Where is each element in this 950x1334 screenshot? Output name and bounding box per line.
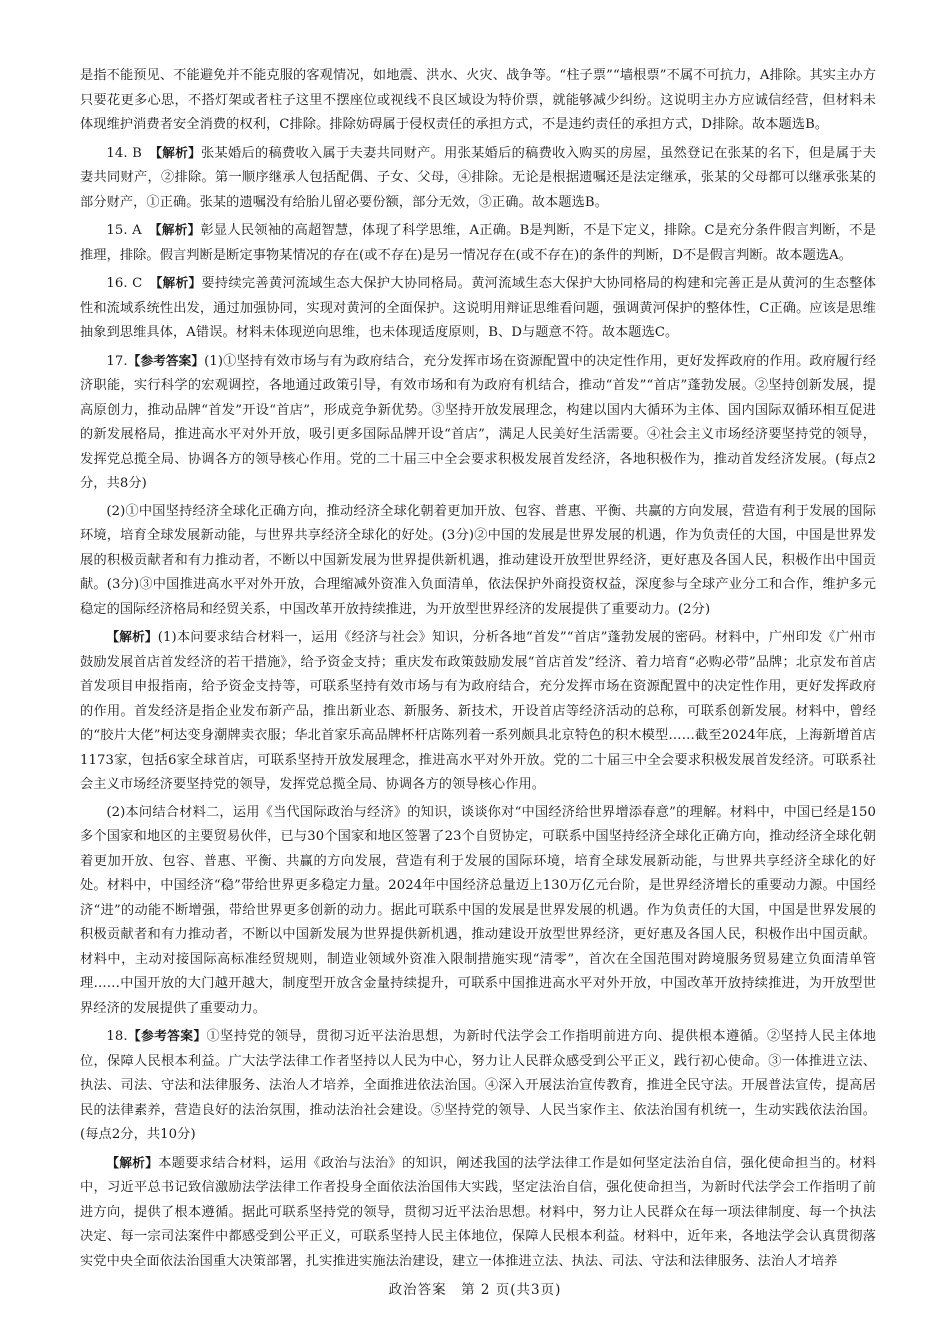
question-17-reference-answer-part1: [80, 349, 876, 497]
paragraph-text: (2)①中国坚持经济全球化正确方向，推动经济全球化朝着更加开放、包容、普惠、平衡、共赢的方向发展，营造有利于发展的国际环境，培育全球发展新动能，与世界共享经济全球化的好处。(3分)②中国的发展是世界发展的机遇，作为负责任的大国，中国是世界发展的积极贡献者和有力推动者，不断以中国新发展为世界提供新机遇，推动建设开放型世界经济，更好惠及各国人民，积极作出中国贡献。(3分)③中国推进高水平对外开放，合理缩减外资准入负面清单，依法保护外商投资权益，深度参与全球产业分工和合作，维护多元稳定的国际经济格局和经贸关系，中国改革开放持续推进，为开放型世界经济的发展提供了重要动力。(2分): [80, 503, 876, 617]
analysis-tag: 【解析】: [155, 144, 202, 160]
reference-answer-tag: 【参考答案】: [127, 1028, 207, 1043]
paragraph-text: 本题要求结合材料，运用《政治与法治》的知识，阐述我国的法学法律工作是如何坚定法治自信，强化使命担当的。材料中，习近平总书记致信激励法学法律工作者投身全面依法治国伟大实践，坚定法治自信，强化使命担当，为新时代法学会工作指明了前进方向，提供了根本遵循。据此可联系坚持党的领导，贯彻习近平法治思想。材料中，努力让人民群众在每一项法律制度、每一个执法决定、每一宗司法案件中都感受到公平正义，可联系坚持人民主体地位，保障人民根本利益。材料中，近年来，各地法学会认真贯彻落实党中央全面依法治国重大决策部署，扎实推进实施法治建设，建立一体推进立法、执法、司法、守法和法律服务、法治人才培养: [80, 1155, 877, 1269]
answer-page-body: [80, 64, 876, 1277]
question-number: 18.: [106, 1029, 128, 1044]
paragraph-text: 彰显人民领袖的高超智慧，体现了科学思维，A正确。B是判断，不是下定义，排除。C是充分条件假言判断，不是推理，排除。假言判断是断定事物某情况的存在(或不存在)是另一情况存在(或不存在)的条件的判断，D不是假言判断。故本题选A。: [80, 223, 876, 263]
question-number: 14. B: [106, 145, 156, 161]
analysis-tag: 【解析】: [156, 275, 202, 290]
analysis-tag: 【解析】: [106, 1154, 159, 1170]
paragraph-text: (2)本问结合材料二，运用《当代国际政治与经济》的知识，谈谈你对“中国经济给世界增添春意”的理解。材料中，中国已经是150多个国家和地区的主要贸易伙伴，已与30个国家和地区签署了23个自贸协定，可联系中国坚持经济全球化正确方向，推动经济全球化朝着更加开放、包容、普惠、平衡、共赢的方向发展，营造有利于发展的国际环境，培育全球发展新动能，与世界共享经济全球化的好处。材料中，中国经济“稳”带给世界更多稳定力量。2024年中国经济总量迈上130万亿元台阶，是世界经济增长的重要动力源。中国经济“进”的动能不断增强，带给世界更多创新的动力。据此可联系中国的发展是世界发展的机遇。作为负责任的大国，中国是世界发展的积极贡献者和有力推动者，不断以中国新发展为世界提供新机遇，推动建设开放型世界经济，更好惠及各国人民，积极作出中国贡献。材料中，主动对接国际高标准经贸规则，制造业领域外资准入限制措施实现“清零”，首次在全国范围对跨境服务贸易建立负面清单管理……中国开放的大门越开越大，制度型开放含金量持续提升，可联系中国推进高水平对外开放，中国改革开放持续推进，为开放型世界经济的发展提供了重要动力。: [80, 804, 876, 1016]
question-16-analysis: [80, 271, 876, 346]
analysis-tag: 【解析】: [155, 222, 201, 237]
paragraph-text: (1)本问要求结合材料一，运用《经济与社会》知识，分析各地“首发”“首店”蓬勃发展的密码。材料中，广州印发《广州市鼓励发展首店首发经济的若干措施》，给予资金支持；重庆发布政策鼓励发展“首店首发”经济、着力培育“必购必带”品牌；北京发布首店首发项目申报指南，给予资金支持等，可联系坚持有效市场与有为政府结合，充分发挥市场在资源配置中的决定性作用，更好发挥政府的作用。首发经济是指企业发布新产品，推出新业态、新服务、新技术，开设首店等经济活动的总称，可联系创新发展。材料中，曾经的“胶片大佬”柯达变身潮牌卖衣服；华北首家乐高品牌杯杆店陈列着一系列颇具北京特色的积木模型……截至2024年底，上海新增首店1173家，包括6家全球首店，可联系坚持开放发展理念，推进高水平对外开放。党的二十届三中全会要求积极发展首发经济。可联系社会主义市场经济要坚持党的领导，发挥党总揽全局、协调各方的领导核心作用。: [80, 630, 877, 792]
question-17-analysis-part1: [80, 625, 876, 798]
paragraph-text: 张某婚后的稿费收入属于夫妻共同财产。用张某婚后的稿费收入购买的房屋，虽然登记在张某的名下，但是属于夫妻共同财产，②排除。第一顺序继承人包括配偶、子女、父母，④排除。无论是根据遗嘱还是法定继承，张某的父母都可以继承张某的部分财产，①正确。张某的遗嘱没有给胎儿留必要份额，部分无效，③正确。故本题选B。: [80, 145, 876, 210]
question-17-reference-answer-part2: [80, 500, 876, 623]
paragraph-text: 是指不能预见、不能避免并不能克服的客观情况，如地震、洪水、火灾、战争等。“柱子票”“墙根票”不属不可抗力，A排除。其实主办方只要花更多心思，不搭灯架或者柱子这里不摆座位或视线不良区域设为特价票，就能够减少纠纷。这说明主办方应诚信经营，但材料未体现维护消费者安全消费的权利，C排除。排除妨碍属于侵权责任的承担方式，不是违约责任的承担方式，D排除。故本题选B。: [80, 68, 876, 132]
question-15-analysis: [80, 218, 876, 268]
analysis-tag: 【解析】: [106, 629, 158, 644]
question-18-reference-answer: [80, 1024, 876, 1148]
paragraph-text: ①坚持党的领导，贯彻习近平法治思想，为新时代法学会工作指明前进方向、提供根本遵循。②坚持人民主体地位，保障人民根本利益。广大法学法律工作者坚持以人民为中心，努力让人民群众感受到公平正义，践行初心使命。③一体推进立法、执法、司法、守法和法律服务、法治人才培养，全面推进依法治国。④深入开展法治宣传教育，推进全民守法。开展普法宣传，提高居民的法律素养，营造良好的法治氛围，推动法治社会建设。⑤坚持党的领导、人民当家作主、依法治国有机统一，生动实践依法治国。(每点2分，共10分): [80, 1029, 876, 1142]
page-number-label: 政治答案 第 2 页(共3页): [388, 1282, 562, 1298]
paragraph-text: (1)①坚持有效市场与有为政府结合，充分发挥市场在资源配置中的决定性作用，更好发挥政府的作用。政府履行经济职能，实行科学的宏观调控，各地通过政策引导，有效市场和有为政府有机结合，推动“首发”“首店”蓬勃发展。②坚持创新发展，提高原创力，推动品牌“首发”开设“首店”，形成竞争新优势。③坚持开放发展理念，构建以国内大循环为主体、国内国际双循环相互促进的新发展格局，推进高水平对外开放，吸引更多国际品牌开设“首店”，满足人民美好生活需要。④社会主义市场经济要坚持党的领导，发挥党总揽全局、协调各方的领导核心作用。党的二十届三中全会要求积极发展首发经济，各地积极作为，推动首发经济发展。(每点2分，共8分): [80, 353, 876, 491]
question-number: 16. C: [106, 276, 157, 291]
paragraph-continued: [80, 64, 876, 138]
question-18-analysis: [80, 1151, 876, 1275]
question-number: 15. A: [106, 223, 156, 238]
page-footer: [0, 1278, 950, 1298]
paragraph-text: 要持续完善黄河流域生态大保护大协同格局。黄河流域生态大保护大协同格局的构建和完善正是从黄河的生态整体性和流域系统性出发，通过加强协同，实现对黄河的全面保护。这说明用辩证思维看问题，强调黄河保护的整体性，C正确。应该是思维抽象到思维具体，A错误。材料未体现逆向思维，也未体现适度原则，B、D与题意不符。故本题选C。: [80, 276, 876, 340]
question-14-analysis: [80, 141, 876, 216]
question-17-analysis-part2: [80, 801, 876, 1022]
reference-answer-tag: 【参考答案】: [127, 352, 205, 368]
question-number: 17.: [106, 353, 128, 369]
